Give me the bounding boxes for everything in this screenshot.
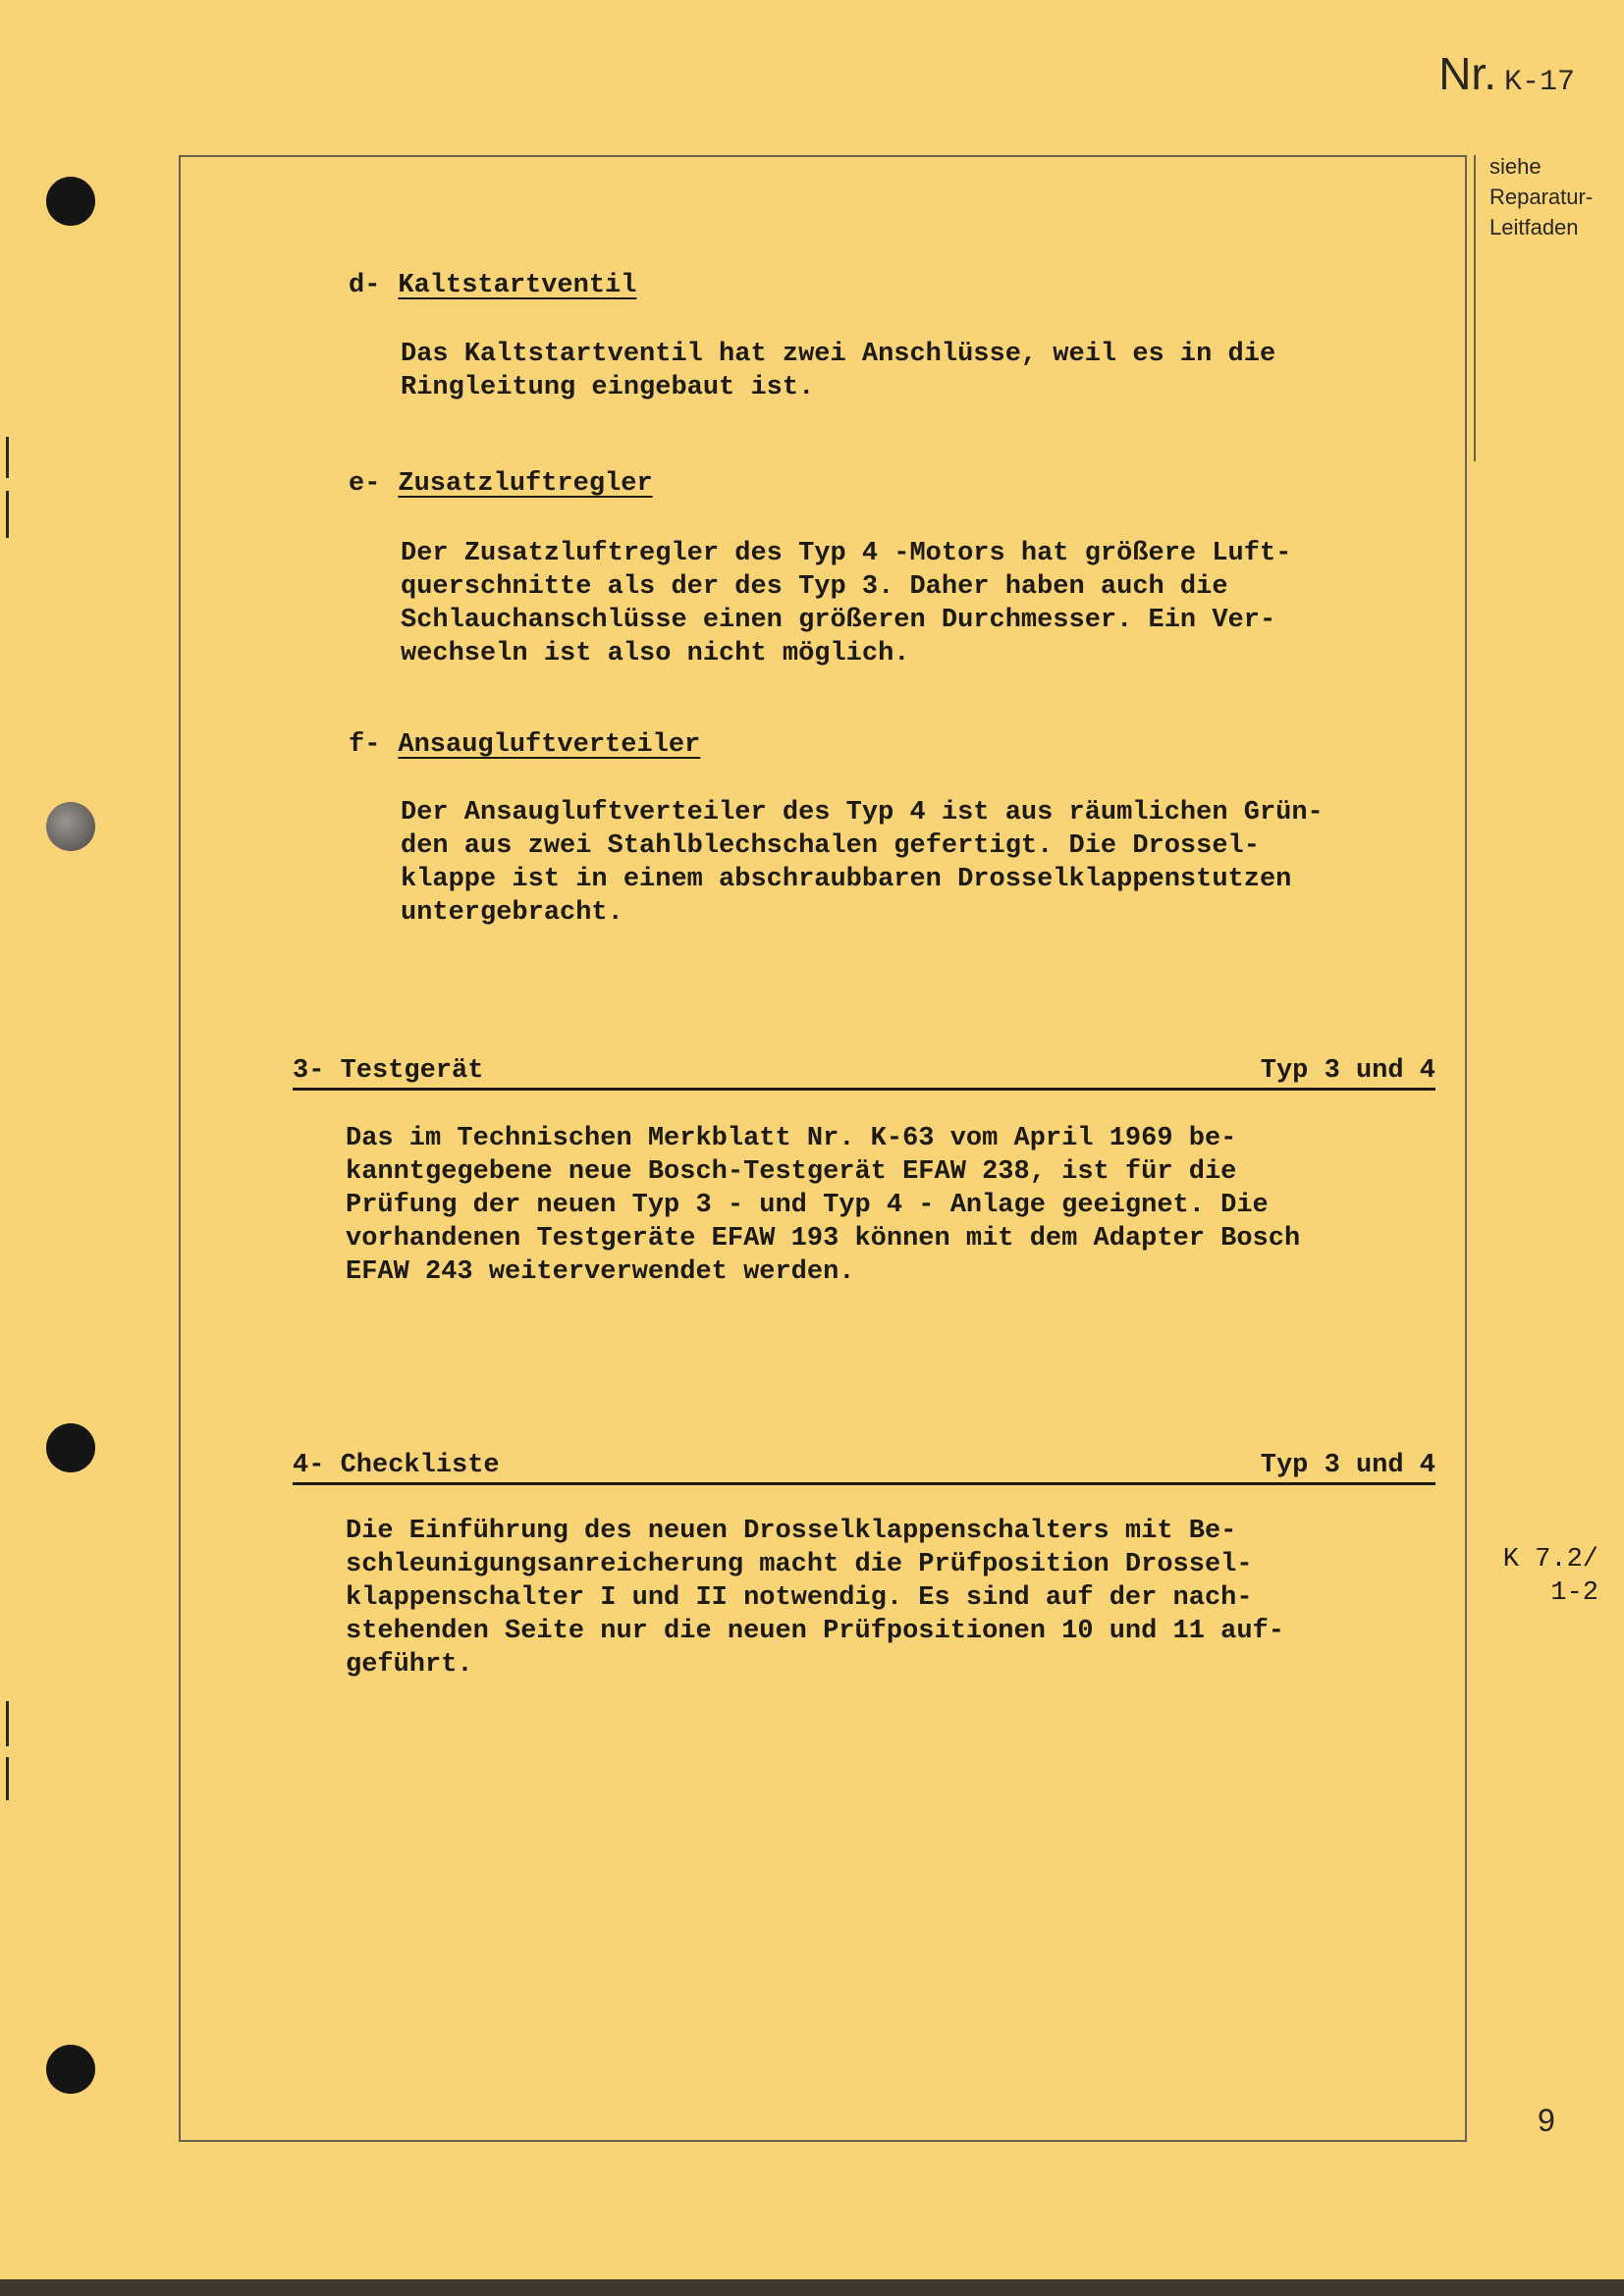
subsection-heading (349, 469, 653, 499)
margin-mark (6, 491, 9, 538)
margin-mark (6, 1757, 9, 1800)
side-note-line: siehe (1489, 154, 1542, 179)
document-number (1438, 47, 1575, 100)
section-text: Die Einführung des neuen Drosselklappenschalters mit Be- schleunigungsanreicherung macht die Prüfposition Drossel- klappenschalter I und II notwendig. Es sind auf der nach- stehenden Seite nur die neuen Prüfpositionen 10 und 11 auf- geführt. (346, 1517, 1284, 1680)
side-note-line: Reparatur- (1489, 185, 1594, 209)
punch-hole (46, 2045, 95, 2094)
punch-hole (46, 802, 95, 851)
margin-reference: K 7.2/ 1-2 (1502, 1545, 1598, 1608)
frame-line (1474, 155, 1476, 461)
subsection-text: Das Kaltstartventil hat zwei Anschlüsse, weil es in die Ringleitung eingebaut ist. (401, 340, 1276, 402)
section-text: Das im Technischen Merkblatt Nr. K-63 vom April 1969 be- kanntgegebene neue Bosch-Testgerät EFAW 238, ist für die Prüfung der neuen Typ 3 - und Typ 4 - Anlage geeignet. Die vorhandenen Testgeräte EFAW 193 können mit dem Adapter Bosch EFAW 243 weiterverwendet werden. (346, 1124, 1301, 1287)
subsection-text: Der Ansaugluftverteiler des Typ 4 ist aus räumlichen Grün- den aus zwei Stahlblechschalen gefertigt. Die Drossel- klappe ist in einem abschraubbaren Drosselklappenstutzen untergebracht. (401, 798, 1324, 928)
punch-hole (46, 177, 95, 226)
side-note (1489, 151, 1593, 242)
margin-mark (6, 1701, 9, 1746)
subsection-title: Zusatzluftregler (398, 469, 653, 499)
margin-mark (6, 437, 9, 478)
section-scope: Typ 3 und 4 (1260, 1056, 1435, 1086)
section-heading (293, 1451, 1435, 1485)
nr-label: Nr. (1438, 48, 1496, 99)
subsection-heading (349, 730, 700, 760)
subsection-prefix: f- (349, 730, 381, 760)
subsection-text: Der Zusatzluftregler des Typ 4 -Motors hat größere Luft- querschnitte als der des Typ 3. Daher haben auch die Schlauchanschlüsse einen größeren Durchmesser. Ein Ver- wechseln ist also nicht möglich. (401, 539, 1292, 668)
subsection-prefix: e- (349, 469, 381, 499)
subsection-title: Ansaugluftverteiler (398, 730, 701, 760)
section-scope: Typ 3 und 4 (1260, 1451, 1435, 1480)
subsection-prefix: d- (349, 271, 381, 300)
page-number: 9 (1538, 2103, 1555, 2138)
punch-hole (46, 1423, 95, 1472)
scan-edge (0, 2279, 1624, 2296)
side-note-line: Leitfaden (1489, 215, 1579, 240)
section-title: 3- Testgerät (293, 1056, 484, 1086)
subsection-title: Kaltstartventil (398, 271, 637, 300)
subsection-heading (349, 271, 636, 300)
section-title: 4- Checkliste (293, 1451, 500, 1480)
section-heading (293, 1056, 1435, 1091)
nr-code: K-17 (1503, 66, 1575, 99)
